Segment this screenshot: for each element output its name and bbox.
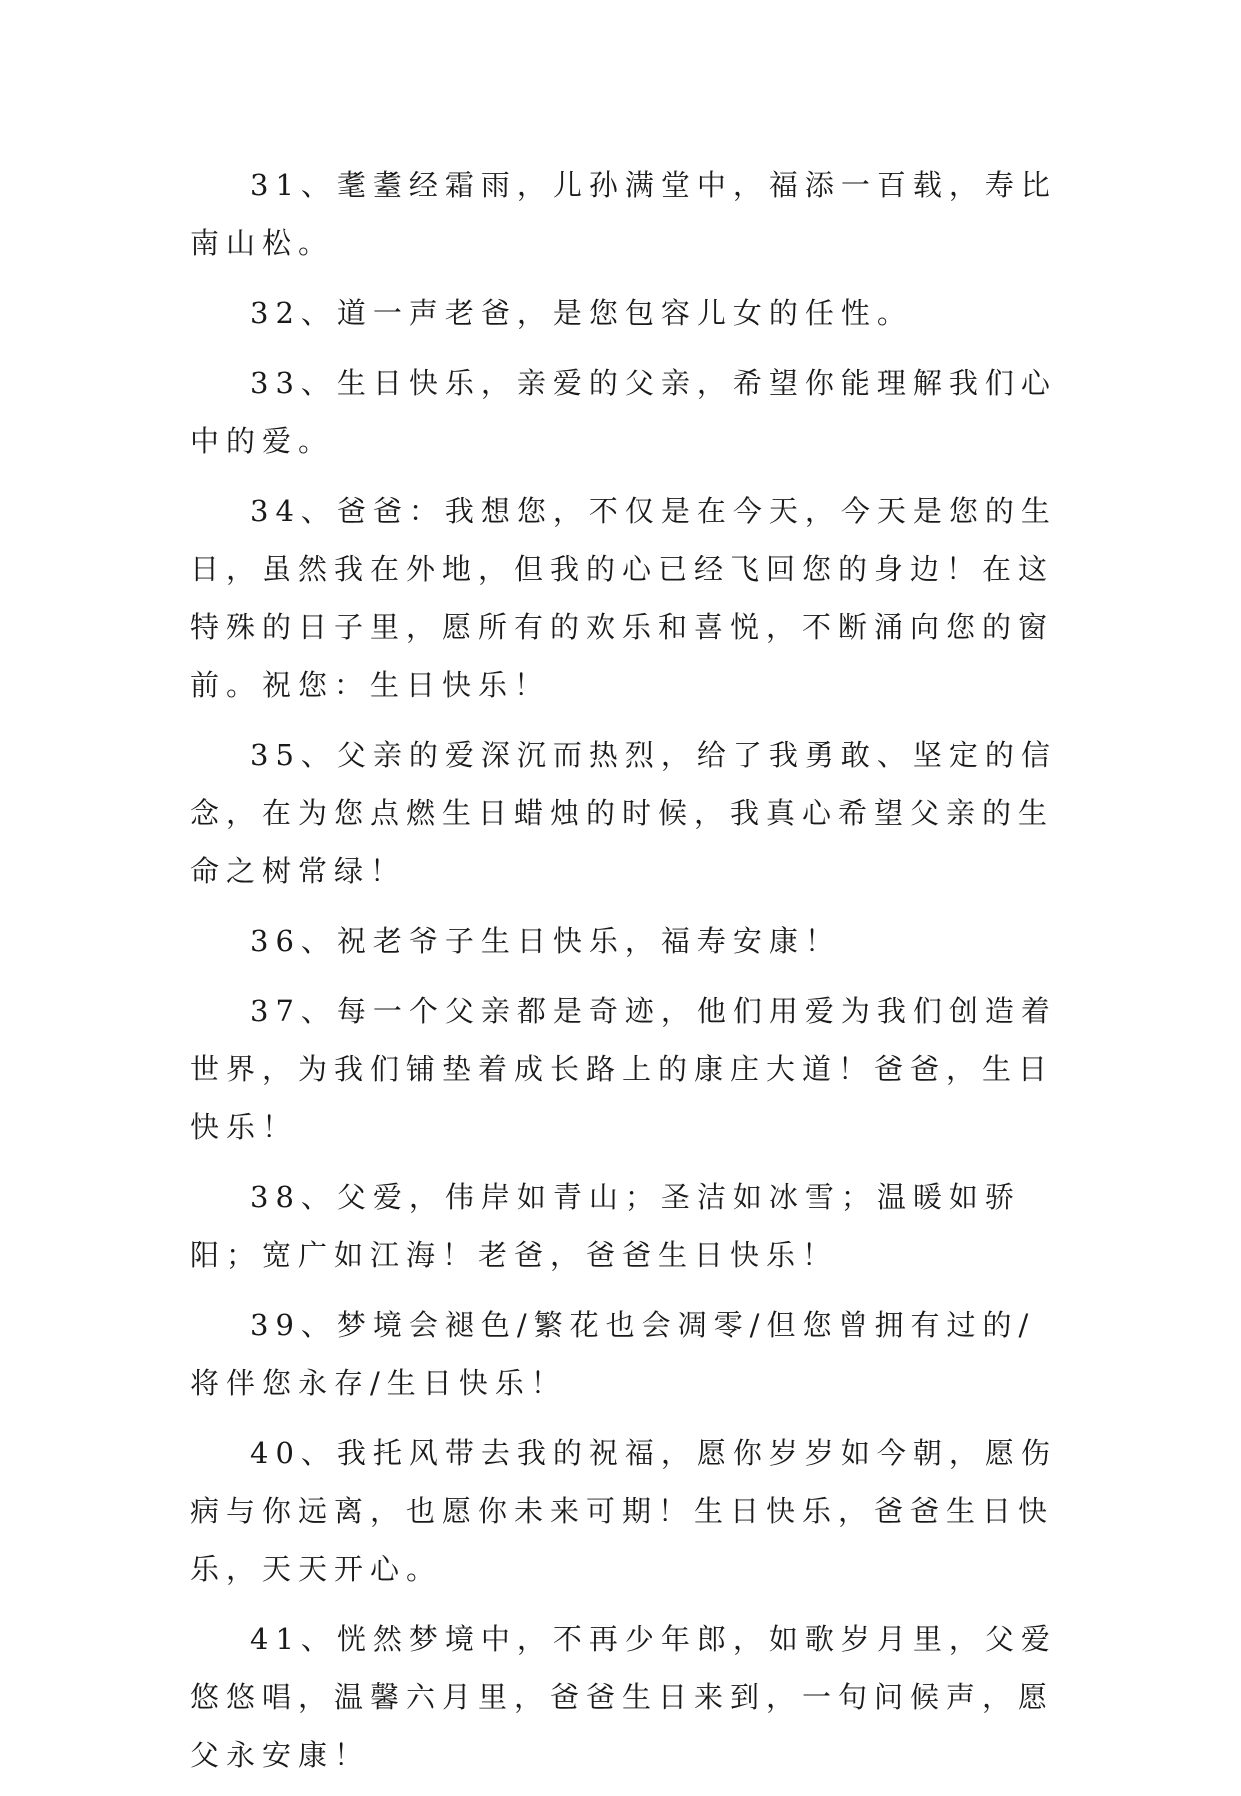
document-body <box>190 156 1066 1796</box>
paragraph-37: 37、每一个父亲都是奇迹，他们用爱为我们创造着世界，为我们铺垫着成长路上的康庄大道！爸爸，生日快乐！ <box>190 994 1057 1144</box>
paragraph-40: 40、我托风带去我的祝福，愿你岁岁如今朝，愿伤病与你远离，也愿你未来可期！生日快乐，爸爸生日快乐，天天开心。 <box>190 1436 1057 1586</box>
paragraph-41: 41、恍然梦境中，不再少年郎，如歌岁月里，父爱悠悠唱，温馨六月里，爸爸生日来到，一句问候声，愿父永安康！ <box>190 1622 1057 1772</box>
paragraph-33: 33、生日快乐，亲爱的父亲，希望你能理解我们心中的爱。 <box>190 366 1057 458</box>
paragraph-38: 38、父爱，伟岸如青山；圣洁如冰雪；温暖如骄阳；宽广如江海！老爸，爸爸生日快乐！ <box>190 1180 1021 1272</box>
paragraph-35: 35、父亲的爱深沉而热烈，给了我勇敢、坚定的信念，在为您点燃生日蜡烛的时候，我真心希望父亲的生命之树常绿！ <box>190 738 1057 888</box>
paragraph-31: 31、耄耋经霜雨，儿孙满堂中，福添一百载，寿比南山松。 <box>190 168 1057 260</box>
paragraph-34: 34、爸爸：我想您，不仅是在今天，今天是您的生日，虽然我在外地，但我的心已经飞回您的身边！在这特殊的日子里，愿所有的欢乐和喜悦，不断涌向您的窗前。祝您：生日快乐！ <box>190 494 1057 702</box>
paragraph-32: 32、道一声老爸，是您包容儿女的任性。 <box>250 296 913 330</box>
paragraph-39: 39、梦境会褪色/繁花也会凋零/但您曾拥有过的/将伴您永存/生日快乐！ <box>190 1308 1036 1400</box>
paragraph-36: 36、祝老爷子生日快乐，福寿安康！ <box>250 924 841 958</box>
